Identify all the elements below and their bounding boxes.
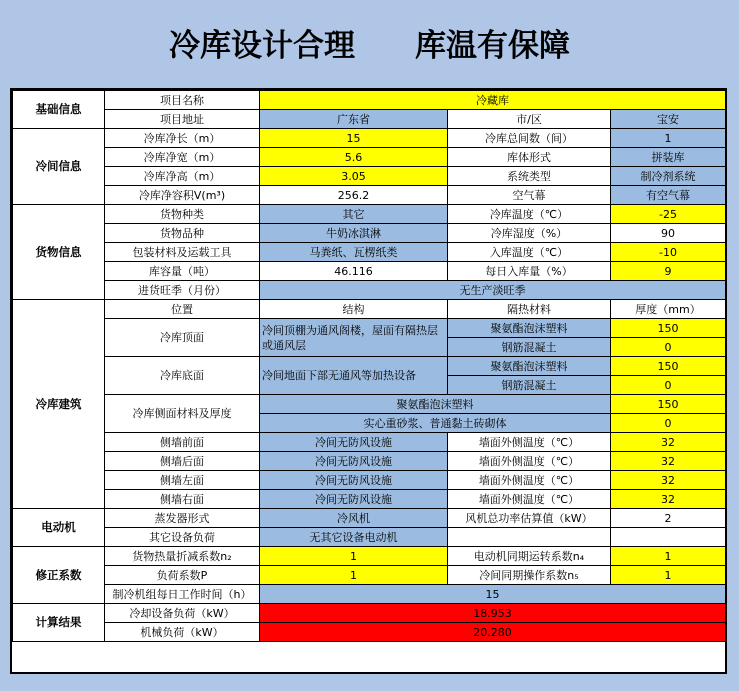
room-coef-label: 冷间同期操作系数n₅ xyxy=(448,566,611,585)
city-select[interactable]: 宝安 xyxy=(611,110,726,129)
col-material: 隔热材料 xyxy=(448,300,611,319)
heat-coef-label: 货物热量折减系数n₂ xyxy=(105,547,260,566)
project-name-label: 项目名称 xyxy=(105,91,260,110)
load-coef-label: 负荷系数P xyxy=(105,566,260,585)
season-select[interactable]: 无生产淡旺季 xyxy=(260,281,726,300)
cooling-load-value: 18.953 xyxy=(260,604,726,623)
room-temp-label: 冷库温度（℃） xyxy=(448,205,611,224)
section-goods: 货物信息 xyxy=(13,205,105,300)
side-material-1[interactable]: 聚氨酯泡沫塑料 xyxy=(260,395,611,414)
goods-kind-select[interactable]: 其它 xyxy=(260,205,448,224)
top-thickness-2[interactable]: 0 xyxy=(611,338,726,357)
curtain-select[interactable]: 有空气幕 xyxy=(611,186,726,205)
calc-table xyxy=(12,90,726,642)
load-coef-input[interactable]: 1 xyxy=(260,566,448,585)
col-thickness: 厚度（mm） xyxy=(611,300,726,319)
side-thickness-1[interactable]: 150 xyxy=(611,395,726,414)
capacity-value: 46.116 xyxy=(260,262,448,281)
wall-left-temp-label: 墙面外侧温度（℃） xyxy=(448,471,611,490)
bottom-thickness-2[interactable]: 0 xyxy=(611,376,726,395)
section-motor: 电动机 xyxy=(13,509,105,547)
side-thickness-2[interactable]: 0 xyxy=(611,414,726,433)
length-label: 冷库净长（m） xyxy=(105,129,260,148)
form-label: 库体形式 xyxy=(448,148,611,167)
wall-back-temp-input[interactable]: 32 xyxy=(611,452,726,471)
humidity-label: 冷库湿度（%） xyxy=(448,224,611,243)
in-temp-input[interactable]: -10 xyxy=(611,243,726,262)
top-material-2[interactable]: 钢筋混凝土 xyxy=(448,338,611,357)
other-load-label: 其它设备负荷 xyxy=(105,528,260,547)
goods-item-label: 货物品种 xyxy=(105,224,260,243)
wall-right-temp-label: 墙面外侧温度（℃） xyxy=(448,490,611,509)
bottom-material-1[interactable]: 聚氨酯泡沫塑料 xyxy=(448,357,611,376)
wall-left-label: 侧墙左面 xyxy=(105,471,260,490)
title-left: 冷库设计合理 xyxy=(169,28,355,64)
wall-back-structure[interactable]: 冷间无防风设施 xyxy=(260,452,448,471)
side-label: 冷库侧面材料及厚度 xyxy=(105,395,260,433)
other-load-select[interactable]: 无其它设备电动机 xyxy=(260,528,448,547)
section-building: 冷库建筑 xyxy=(13,300,105,509)
width-label: 冷库净宽（m） xyxy=(105,148,260,167)
width-input[interactable]: 5.6 xyxy=(260,148,448,167)
top-thickness-1[interactable]: 150 xyxy=(611,319,726,338)
pack-label: 包装材料及运载工具 xyxy=(105,243,260,262)
wall-front-structure[interactable]: 冷间无防风设施 xyxy=(260,433,448,452)
title-right: 库温有保障 xyxy=(415,28,570,64)
room-count-label: 冷库总间数（间） xyxy=(448,129,611,148)
curtain-label: 空气幕 xyxy=(448,186,611,205)
fan-value: 2 xyxy=(611,509,726,528)
motor-blank-2 xyxy=(611,528,726,547)
room-coef-input[interactable]: 1 xyxy=(611,566,726,585)
work-hours-select[interactable]: 15 xyxy=(260,585,726,604)
room-temp-input[interactable]: -25 xyxy=(611,205,726,224)
room-count-select[interactable]: 1 xyxy=(611,129,726,148)
evap-select[interactable]: 冷风机 xyxy=(260,509,448,528)
form-select[interactable]: 拼装库 xyxy=(611,148,726,167)
bottom-structure-select[interactable]: 冷间地面下部无通风等加热设备 xyxy=(260,357,448,395)
province-select[interactable]: 广东省 xyxy=(260,110,448,129)
top-label: 冷库顶面 xyxy=(105,319,260,357)
pack-select[interactable]: 马粪纸、瓦楞纸类 xyxy=(260,243,448,262)
motor-blank-1 xyxy=(448,528,611,547)
project-address-label: 项目地址 xyxy=(105,110,260,129)
motor-coef-label: 电动机同期运转系数n₄ xyxy=(448,547,611,566)
project-name-input[interactable]: 冷藏库 xyxy=(260,91,726,110)
height-input[interactable]: 3.05 xyxy=(260,167,448,186)
goods-item-select[interactable]: 牛奶冰淇淋 xyxy=(260,224,448,243)
col-position: 位置 xyxy=(105,300,260,319)
heat-coef-input[interactable]: 1 xyxy=(260,547,448,566)
side-material-2[interactable]: 实心重砂浆、普通黏土砖砌体 xyxy=(260,414,611,433)
bottom-label: 冷库底面 xyxy=(105,357,260,395)
page-header xyxy=(0,0,739,85)
goods-kind-label: 货物种类 xyxy=(105,205,260,224)
length-input[interactable]: 15 xyxy=(260,129,448,148)
season-label: 进货旺季（月份） xyxy=(105,281,260,300)
city-label: 市/区 xyxy=(448,110,611,129)
bottom-material-2[interactable]: 钢筋混凝土 xyxy=(448,376,611,395)
humidity-value: 90 xyxy=(611,224,726,243)
section-correction: 修正系数 xyxy=(13,547,105,604)
fan-label: 风机总功率估算值（kW） xyxy=(448,509,611,528)
top-structure-select[interactable]: 冷间顶棚为通风阁楼，屋面有隔热层或通风层 xyxy=(260,319,448,357)
evap-label: 蒸发器形式 xyxy=(105,509,260,528)
wall-front-temp-input[interactable]: 32 xyxy=(611,433,726,452)
wall-back-label: 侧墙后面 xyxy=(105,452,260,471)
section-room: 冷间信息 xyxy=(13,129,105,205)
bottom-thickness-1[interactable]: 150 xyxy=(611,357,726,376)
work-hours-label: 制冷机组每日工作时间（h） xyxy=(105,585,260,604)
wall-left-structure[interactable]: 冷间无防风设施 xyxy=(260,471,448,490)
section-basic: 基础信息 xyxy=(13,91,105,129)
calc-sheet xyxy=(10,88,727,674)
capacity-label: 库容量（吨） xyxy=(105,262,260,281)
system-select[interactable]: 制冷剂系统 xyxy=(611,167,726,186)
wall-front-temp-label: 墙面外侧温度（℃） xyxy=(448,433,611,452)
height-label: 冷库净高（m） xyxy=(105,167,260,186)
wall-right-label: 侧墙右面 xyxy=(105,490,260,509)
volume-label: 冷库净容积V(m³) xyxy=(105,186,260,205)
cooling-load-label: 冷却设备负荷（kW） xyxy=(105,604,260,623)
volume-value: 256.2 xyxy=(260,186,448,205)
daily-input[interactable]: 9 xyxy=(611,262,726,281)
wall-front-label: 侧墙前面 xyxy=(105,433,260,452)
wall-right-temp-input[interactable]: 32 xyxy=(611,490,726,509)
machine-load-label: 机械负荷（kW） xyxy=(105,623,260,642)
wall-left-temp-input[interactable]: 32 xyxy=(611,471,726,490)
system-label: 系统类型 xyxy=(448,167,611,186)
machine-load-value: 20.280 xyxy=(260,623,726,642)
motor-coef-input[interactable]: 1 xyxy=(611,547,726,566)
section-result: 计算结果 xyxy=(13,604,105,642)
wall-right-structure[interactable]: 冷间无防风设施 xyxy=(260,490,448,509)
col-structure: 结构 xyxy=(260,300,448,319)
daily-label: 每日入库量（%） xyxy=(448,262,611,281)
in-temp-label: 入库温度（℃） xyxy=(448,243,611,262)
wall-back-temp-label: 墙面外侧温度（℃） xyxy=(448,452,611,471)
top-material-1[interactable]: 聚氨酯泡沫塑料 xyxy=(448,319,611,338)
